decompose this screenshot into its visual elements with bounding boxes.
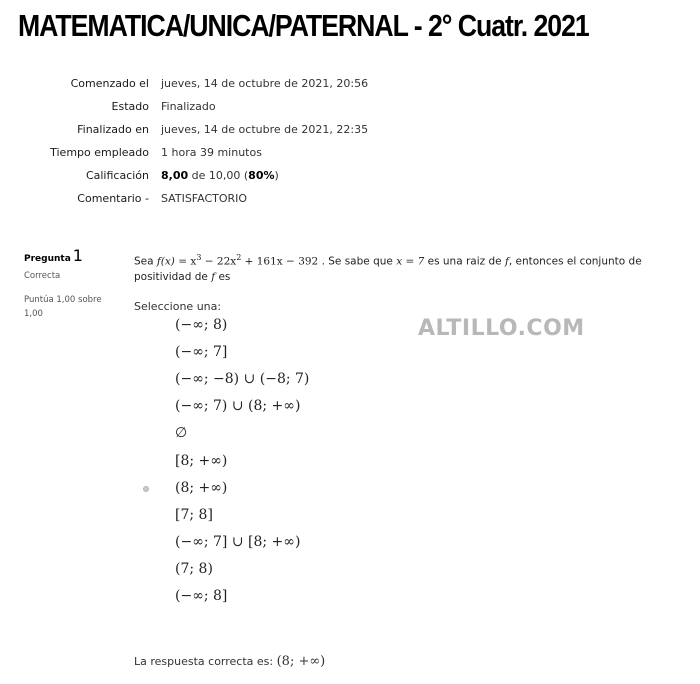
summary-value: jueves, 14 de octubre de 2021, 20:56 xyxy=(161,77,369,90)
option-label: (−∞; −8) ∪ (−8; 7) xyxy=(175,371,310,387)
question-state: Correcta xyxy=(24,271,61,281)
summary-row-comment xyxy=(0,189,700,212)
summary-label: Tiempo empleado xyxy=(50,146,149,159)
answer-value: (8; +∞) xyxy=(276,654,326,669)
grade-close: ) xyxy=(274,169,279,182)
qtext-f1: f xyxy=(504,255,509,268)
option-label: [8; +∞) xyxy=(175,453,228,469)
qtext-mid2: es una raiz de xyxy=(424,255,505,268)
summary-row-started xyxy=(0,74,700,97)
answer-option[interactable] xyxy=(140,425,440,447)
select-prompt: Seleccione una: xyxy=(134,300,222,313)
option-label: (−∞; 7] xyxy=(175,344,228,360)
grade-score: 8,00 xyxy=(161,169,189,182)
option-label: (−∞; 7) ∪ (8; +∞) xyxy=(175,398,301,414)
option-label: (−∞; 8) xyxy=(175,317,228,333)
grade-of-text: de 10,00 ( xyxy=(188,169,249,182)
page-title: MATEMATICA/UNICA/PATERNAL - 2° Cuatr. 2021 xyxy=(18,8,589,43)
answer-label: La respuesta correcta es: xyxy=(134,655,277,668)
summary-value: 1 hora 39 minutos xyxy=(161,146,262,159)
summary-label: Comentario - xyxy=(77,192,149,205)
grade-value xyxy=(161,169,279,182)
summary-value: Finalizado xyxy=(161,100,216,113)
qtext-f2: f xyxy=(211,270,216,283)
radio-selected-icon[interactable] xyxy=(143,486,149,492)
summary-value: jueves, 14 de octubre de 2021, 22:35 xyxy=(161,123,369,136)
summary-label: Estado xyxy=(111,100,149,113)
correct-answer xyxy=(134,654,325,669)
answer-option[interactable] xyxy=(140,398,440,420)
qtext-term2: − 22x xyxy=(201,255,237,268)
summary-row-grade xyxy=(0,166,700,189)
qtext-term3: + 161x − 392 xyxy=(241,255,319,268)
qtext-func: f(x) xyxy=(156,255,175,268)
question-text xyxy=(134,250,674,285)
question-num: 1 xyxy=(72,246,83,265)
summary-label: Finalizado en xyxy=(77,123,149,136)
answer-option[interactable] xyxy=(140,588,440,610)
qtext-end: , entonces el conjunto de positividad de xyxy=(134,255,642,283)
attempt-summary xyxy=(0,74,700,212)
answer-option[interactable] xyxy=(140,507,440,529)
summary-label: Calificación xyxy=(85,169,149,182)
question-number xyxy=(24,246,116,265)
option-label: (8; +∞) xyxy=(175,480,228,496)
option-label: (−∞; 7] ∪ [8; +∞) xyxy=(175,534,301,550)
summary-row-time xyxy=(0,143,700,166)
option-label: (−∞; 8] xyxy=(175,588,228,604)
summary-row-finished xyxy=(0,120,700,143)
option-label: ∅ xyxy=(175,425,188,441)
comment-value: SATISFACTORIO xyxy=(161,192,248,205)
summary-row-state xyxy=(0,97,700,120)
question-info xyxy=(24,246,116,321)
qtext-root: x = 7 xyxy=(396,255,425,268)
answer-option-selected[interactable] xyxy=(140,480,440,502)
summary-label: Comenzado el xyxy=(70,77,149,90)
answer-option[interactable] xyxy=(140,344,440,366)
option-label: (7; 8) xyxy=(175,561,213,577)
qtext-exp2: 2 xyxy=(236,253,242,262)
answer-option[interactable] xyxy=(140,561,440,583)
answer-option[interactable] xyxy=(140,534,440,556)
qtext-sea: Sea xyxy=(134,255,157,268)
option-label: [7; 8] xyxy=(175,507,213,523)
grade-percent: 80% xyxy=(248,169,275,182)
answer-option[interactable] xyxy=(140,453,440,475)
answer-option[interactable] xyxy=(140,317,440,339)
qtext-eq: = x xyxy=(174,255,197,268)
qtext-es: es xyxy=(215,270,231,283)
answer-option[interactable] xyxy=(140,371,440,393)
watermark-logo: ALTILLO.COM xyxy=(418,316,585,341)
question-grade: Puntúa 1,00 sobre 1,00 xyxy=(24,295,102,319)
question-prefix: Pregunta xyxy=(24,254,71,264)
qtext-mid: . Se sabe que xyxy=(318,255,397,268)
qtext-exp3: 3 xyxy=(196,253,202,262)
